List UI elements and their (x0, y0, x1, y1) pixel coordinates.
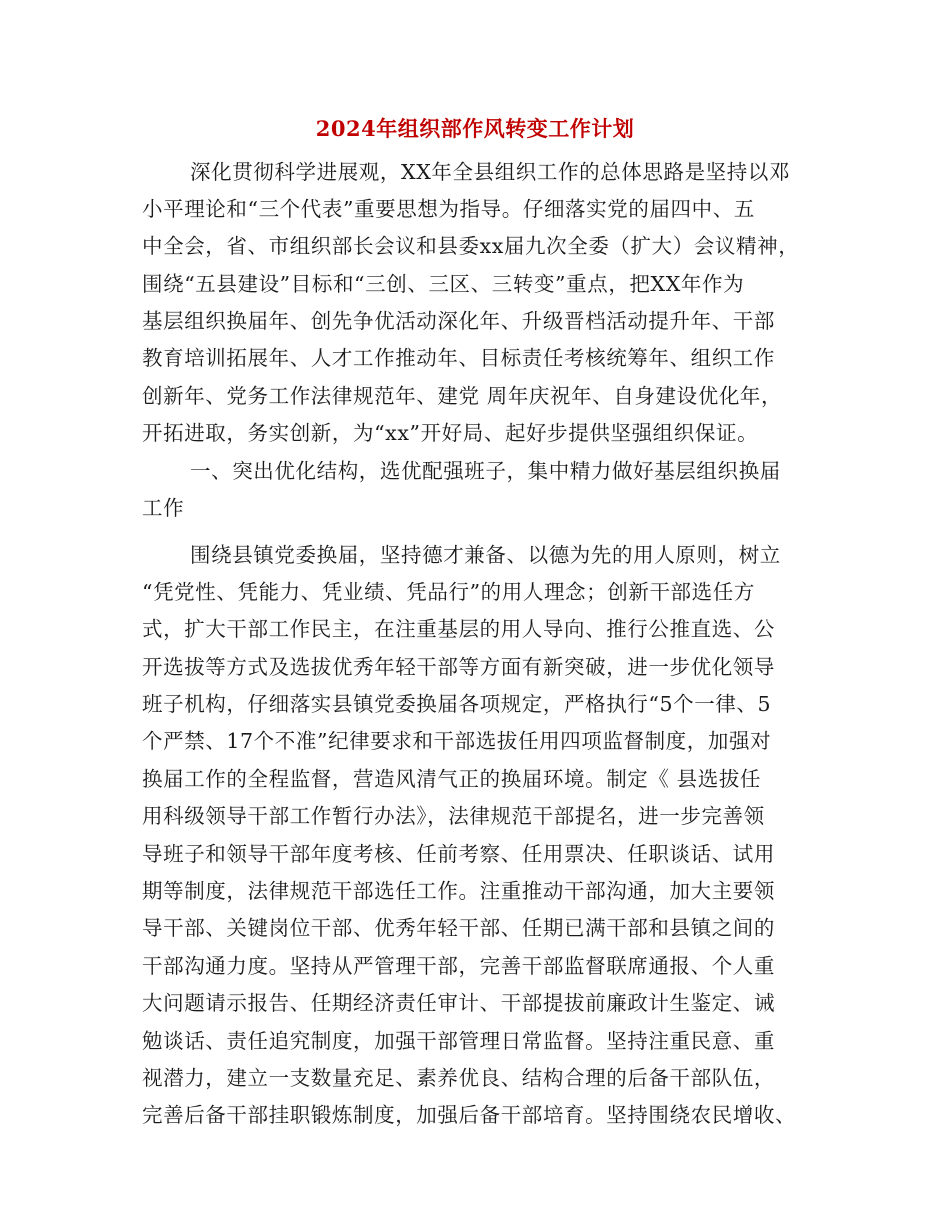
paragraph-line: 教育培训拓展年、人才工作推动年、目标责任考核统筹年、组织工作 (142, 346, 775, 370)
paragraph-line: “凭党性、凭能力、凭业绩、凭品行”的用人理念；创新干部选任方 (142, 580, 755, 604)
paragraph-line: 完善后备干部挂职锻炼制度，加强后备干部培育。坚持围绕农民增收、 (142, 1103, 797, 1127)
paragraph-line: 用科级领导干部工作暂行办法》，法律规范干部提名，进一步完善领 (142, 804, 765, 828)
paragraph-line: 开拓进取，务实创新，为“xx”开好局、起好步提供坚强组织保证。 (142, 421, 759, 445)
paragraph-line: 小平理论和“三个代表”重要思想为指导。仔细落实党的届四中、五 (142, 197, 755, 221)
paragraph-line: 个严禁、17个不准”纪律要求和干部选拔任用四项监督制度，加强对 (142, 729, 772, 753)
section-heading-line: 一、突出优化结构，选优配强班子，集中精力做好基层组织换届 (190, 459, 781, 483)
paragraph-line: 期等制度，法律规范干部选任工作。注重推动干部沟通，加大主要领 (142, 879, 775, 903)
paragraph-line: 干部沟通力度。坚持从严管理干部，完善干部监督联席通报、个人重 (142, 954, 775, 978)
paragraph-line: 换届工作的全程监督，营造风清气正的换届环境。制定《 县选拔任 (142, 767, 762, 791)
paragraph-line: 深化贯彻科学进展观，XX年全县组织工作的总体思路是坚持以邓 (190, 160, 791, 184)
paragraph-line: 中全会，省、市组织部长会议和县委xx届九次全委（扩大）会议精神， (142, 234, 800, 258)
paragraph-line: 大问题请示报告、任期经济责任审计、干部提拔前廉政计生鉴定、诫 (142, 991, 775, 1015)
paragraph-line: 导干部、关键岗位干部、优秀年轻干部、任期已满干部和县镇之间的 (142, 916, 775, 940)
document-title: 2024年组织部作风转变工作计划 (315, 116, 635, 141)
paragraph-line: 班子机构，仔细落实县镇党委换届各项规定，严格执行“5个一律、5 (142, 692, 772, 716)
paragraph-line: 创新年、党务工作法律规范年、建党 周年庆祝年、自身建设优化年， (142, 384, 783, 408)
paragraph-line: 式，扩大干部工作民主，在注重基层的用人导向、推行公推直选、公 (142, 617, 775, 641)
section-heading-line: 工作 (142, 496, 185, 520)
paragraph-line: 围绕县镇党委换届，坚持德才兼备、以德为先的用人原则，树立 (190, 543, 781, 567)
paragraph-line: 开选拔等方式及选拔优秀年轻干部等方面有新突破，进一步优化领导 (142, 655, 775, 679)
paragraph-line: 导班子和领导干部年度考核、任前考察、任用票决、任职谈话、试用 (142, 842, 775, 866)
paragraph-line: 视潜力，建立一支数量充足、素养优良、结构合理的后备干部队伍， (142, 1066, 775, 1090)
paragraph-line: 勉谈话、责任追究制度，加强干部管理日常监督。坚持注重民意、重 (142, 1029, 775, 1053)
paragraph-line: 围绕“五县建设”目标和“三创、三区、三转变”重点，把XX年作为 (142, 272, 745, 296)
paragraph-line: 基层组织换届年、创先争优活动深化年、升级晋档活动提升年、干部 (142, 309, 775, 333)
